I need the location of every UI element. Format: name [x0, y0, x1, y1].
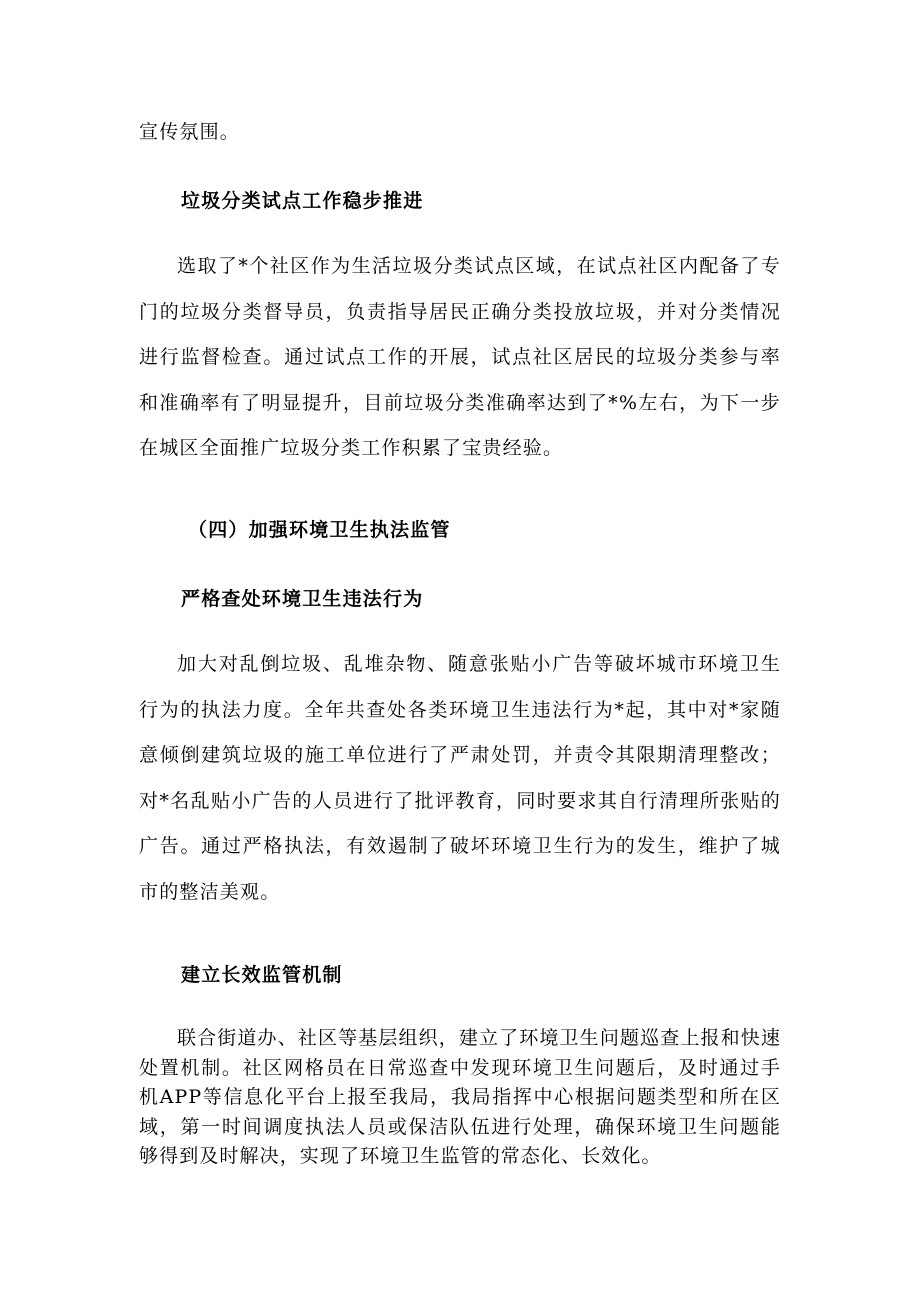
paragraph-investigate-violations: 加大对乱倒垃圾、乱堆杂物、随意张贴小广告等破坏城市环境卫生行为的执法力度。全年共查处各类环境卫生违法行为*起，其中对*家随意倾倒建筑垃圾的施工单位进行了严肃处罚，并责令其限期清理整改；对*名乱贴小广告的人员进行了批评教育，同时要求其自行清理所张贴的广告。通过严格执法，有效遏制了破坏环境卫生行为的发生，维护了城市的整洁美观。 — [139, 653, 781, 903]
paragraph-long-term-supervision: 联合街道办、社区等基层组织，建立了环境卫生问题巡查上报和快速处置机制。社区网格员在日常巡查中发现环境卫生问题后，及时通过手机APP等信息化平台上报至我局，我局指挥中心根据问题类型和所在区域，第一时间调度执法人员或保洁队伍进行处理，确保环境卫生问题能够得到及时解决，实现了环境卫生监管的常态化、长效化。 — [139, 1027, 781, 1167]
section-heading-long-term-supervision: 建立长效监管机制 — [181, 964, 343, 986]
section-heading-waste-sorting-pilot: 垃圾分类试点工作稳步推进 — [181, 190, 424, 212]
paragraph-continuation: 宣传氛围。 — [139, 121, 241, 143]
section-heading-enforcement: （四）加强环境卫生执法监管 — [188, 519, 451, 541]
section-heading-investigate-violations: 严格查处环境卫生违法行为 — [181, 588, 424, 610]
paragraph-waste-sorting-pilot: 选取了*个社区作为生活垃圾分类试点区域，在试点社区内配备了专门的垃圾分类督导员，负责指导居民正确分类投放垃圾，并对分类情况进行监督检查。通过试点工作的开展，试点社区居民的垃圾分类参与率和准确率有了明显提升，目前垃圾分类准确率达到了*%左右，为下一步在城区全面推广垃圾分类工作积累了宝贵经验。 — [139, 255, 781, 459]
